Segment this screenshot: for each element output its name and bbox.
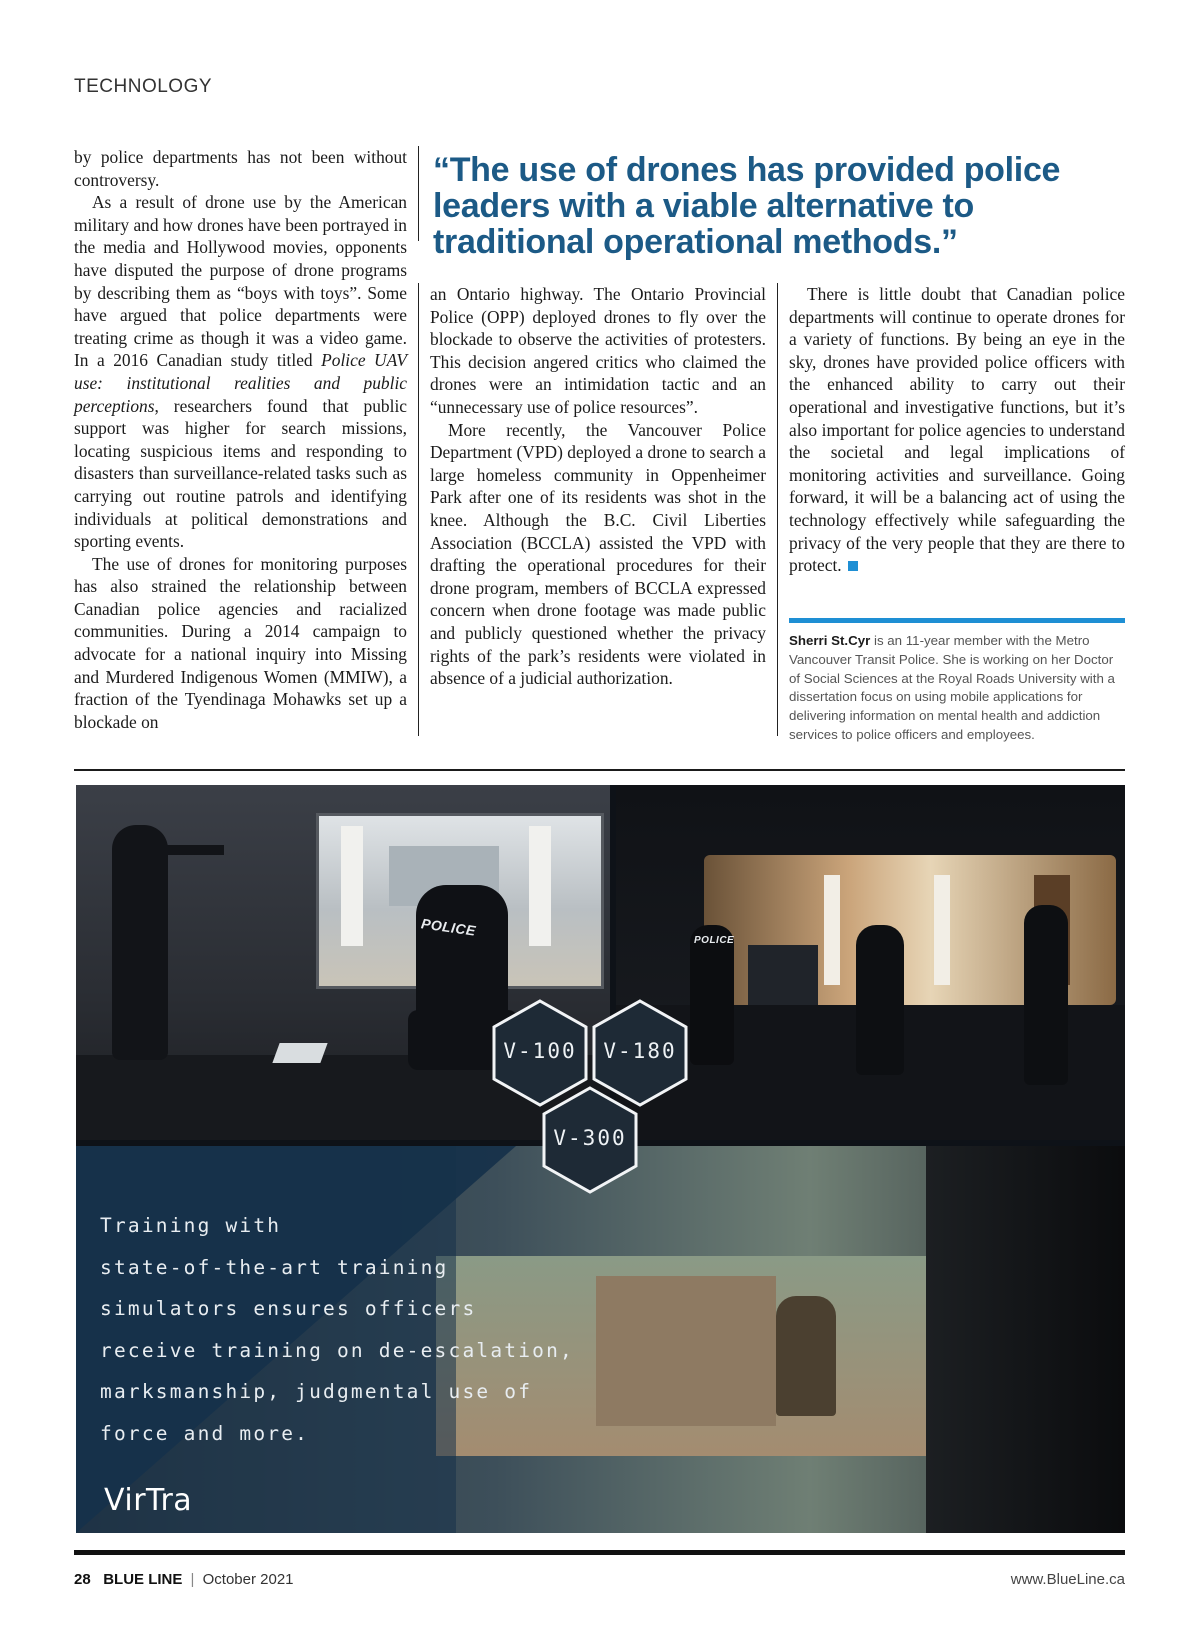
ad-copy-line: marksmanship, judgmental use of bbox=[100, 1380, 533, 1403]
author-bio bbox=[789, 632, 1125, 745]
paragraph bbox=[74, 191, 407, 553]
column-divider bbox=[777, 283, 778, 736]
author-bio-text: is an 11-year member with the Metro Vancouver Transit Police. She is working on her Doctor of Social Sciences at the Royal Roads University with a dissertation focus on using mobile applications for delivering information on mental health and addiction services to police officers and employees. bbox=[789, 633, 1115, 742]
virtra-advertisement[interactable] bbox=[76, 785, 1125, 1533]
paragraph: by police departments has not been without controversy. bbox=[74, 147, 407, 190]
end-mark-icon bbox=[848, 561, 858, 571]
footer-left bbox=[74, 1571, 294, 1588]
paragraph-text: , researchers found that public support was higher for search missions, locating suspicious items and responding to disasters than surveillance-related tasks such as carrying out routine patrols and identifying individuals at political demonstrations and sporting events. bbox=[74, 395, 407, 552]
vest-police-label: POLICE bbox=[420, 915, 477, 939]
officer-center bbox=[856, 925, 904, 1075]
issue-date: October 2021 bbox=[202, 1571, 294, 1588]
pull-quote: “The use of drones has provided police leaders with a viable alternative to traditional operational methods.” bbox=[433, 151, 1061, 261]
column-divider bbox=[418, 283, 419, 736]
ad-copy bbox=[100, 1205, 600, 1454]
paragraph bbox=[789, 283, 1125, 577]
suspect-figures bbox=[776, 1296, 836, 1416]
article-column-2 bbox=[430, 283, 766, 690]
hexagon-v300[interactable] bbox=[540, 1085, 640, 1195]
magazine-name: BLUE LINE bbox=[103, 1571, 183, 1588]
officer-right bbox=[1024, 905, 1068, 1085]
paragraph: an Ontario highway. The Ontario Provincial Police (OPP) deployed drones to fly over the blockade to observe the activities of protesters. This decision angered critics who claimed the drones were an intimidation tactic and an “unnecessary use of police resources”. bbox=[430, 284, 766, 417]
section-label: TECHNOLOGY bbox=[74, 76, 213, 97]
website-link[interactable]: www.BlueLine.ca bbox=[1010, 1571, 1125, 1588]
column-divider bbox=[418, 146, 419, 241]
paragraph-text: As a result of drone use by the American military and how drones have been portrayed in the media and Hollywood movies, opponents have disputed the purpose of drone programs by describing them as “boys with toys”. Some have argued that police departments were treating crime as though it was a video game. In a 2016 Canadian study titled bbox=[74, 192, 407, 371]
hexagon-label: V-300 bbox=[553, 1126, 627, 1150]
hexagon-label: V-180 bbox=[603, 1039, 677, 1063]
paragraph: More recently, the Vancouver Police Department (VPD) deployed a drone to search a large homeless community in Oppenheimer Park after one of its residents was shot in the knee. Although the B.C. Civil Liberties Association (BCCLA) assisted the VPD with drafting the operational procedures for their drone program, members of BCCLA expressed concern when drone footage was made public and publicly questioned whether the privacy rights of the park’s residents were violated in absence of a judicial authorization. bbox=[430, 419, 766, 689]
ad-copy-line: state-of-the-art training bbox=[100, 1255, 449, 1279]
study-title: Police UAV use: institutional realities and public perceptions bbox=[74, 350, 407, 416]
trainee-aiming bbox=[926, 1146, 1125, 1533]
article-end-rule bbox=[74, 769, 1125, 771]
virtra-logo[interactable]: VirTra bbox=[104, 1483, 193, 1518]
footer-divider: | bbox=[190, 1571, 195, 1588]
simulator-room-photo bbox=[616, 785, 1125, 1140]
ad-copy-line: Training with bbox=[100, 1214, 282, 1237]
article-column-3 bbox=[789, 283, 1125, 577]
officer-left bbox=[690, 925, 734, 1065]
paragraph: The use of drones for monitoring purposes has also strained the relationship between Canadian police agencies and racialized communities. During a 2014 campaign to advocate for a national inquiry into Missing and Murdered Indigenous Women (MMIW), a fraction of the Tyendinaga Mohawks set up a blockade on bbox=[74, 553, 407, 732]
article-column-1 bbox=[74, 146, 407, 733]
officer-standing bbox=[112, 825, 168, 1060]
hexagon-label: V-100 bbox=[503, 1039, 577, 1063]
footer-rule bbox=[74, 1550, 1125, 1555]
bio-rule bbox=[789, 618, 1125, 623]
ad-copy-line: receive training on de-escalation, bbox=[100, 1338, 574, 1362]
ad-copy-line: simulators ensures officers bbox=[100, 1297, 477, 1320]
paragraph-text: There is little doubt that Canadian police departments will continue to operate drones for a variety of functions. By being an eye in the sky, drones have provided police officers with the enhanced ability to carry out their operational and investigative functions, but it’s also important for police agencies to understand the societal and legal implications of monitoring activities and surveillance. Going forward, it will be a balancing act of using the technology effectively while safeguarding the privacy of the very people that they are there to protect. bbox=[789, 284, 1125, 576]
author-name: Sherri St.Cyr bbox=[789, 633, 871, 648]
page-number: 28 bbox=[74, 1571, 91, 1588]
ad-copy-line: force and more. bbox=[100, 1421, 310, 1445]
vest-police-label: POLICE bbox=[694, 935, 735, 946]
